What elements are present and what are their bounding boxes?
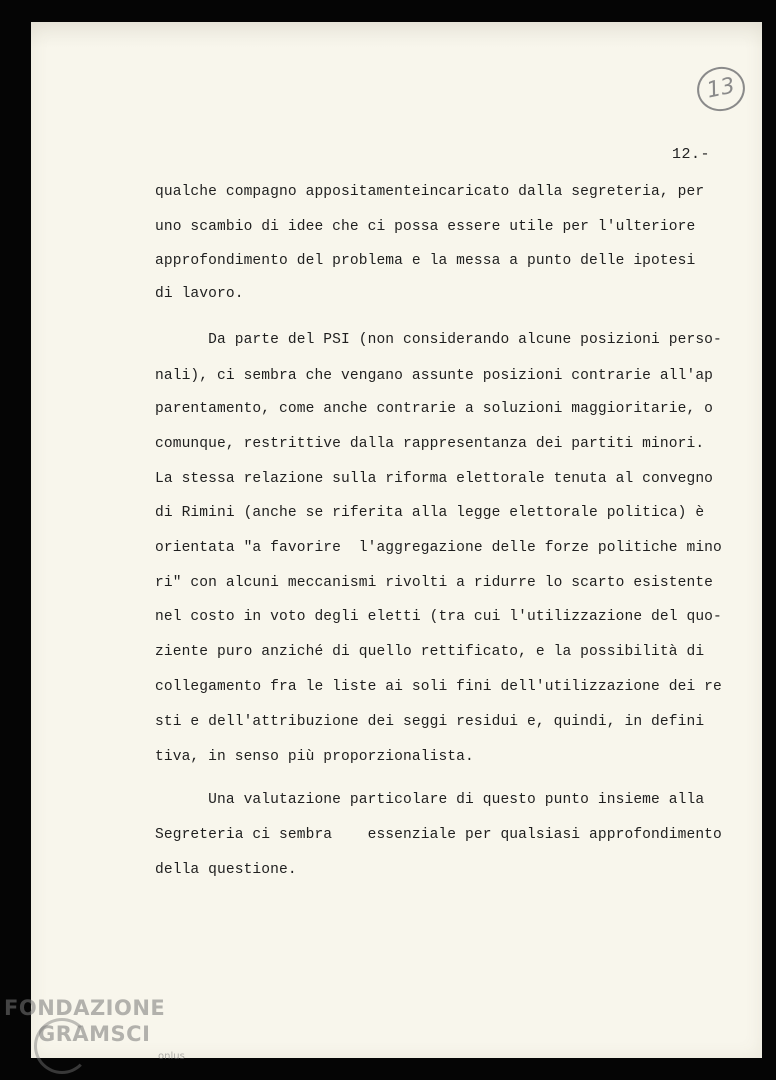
text-line: della questione. [155, 862, 297, 878]
text-line: tiva, in senso più proporzionalista. [155, 749, 474, 765]
text-line: nel costo in voto degli eletti (tra cui l'utilizzazione del quo- [155, 609, 722, 625]
text-line: ziente puro anziché di quello rettificato, e la possibilità di [155, 644, 705, 660]
archive-number-stamp: 13 [693, 62, 749, 115]
fondazione-gramsci-watermark [4, 996, 194, 1076]
text-line: Una valutazione particolare di questo punto insieme alla [155, 792, 705, 808]
text-line: Segreteria ci sembra essenziale per qualsiasi approfondimento [155, 827, 722, 843]
text-line: sti e dell'attribuzione dei seggi residui e, quindi, in defini [155, 714, 705, 730]
paper-sheet [31, 22, 762, 1058]
text-line: approfondimento del problema e la messa a punto delle ipotesi [155, 253, 696, 269]
text-line: collegamento fra le liste ai soli fini dell'utilizzazione dei re [155, 679, 722, 695]
watermark-line3: onlus [158, 1051, 185, 1062]
text-line: parentamento, come anche contrarie a soluzioni maggioritarie, o [155, 401, 714, 417]
watermark-line1: FONDAZIONE [4, 996, 166, 1020]
text-line: di lavoro. [155, 286, 244, 302]
text-line: nali), ci sembra che vengano assunte posizioni contrarie all'ap [155, 368, 714, 384]
text-line: di Rimini (anche se riferita alla legge elettorale politica) è [155, 505, 705, 521]
paper-edge-shadow [31, 22, 762, 48]
text-line: uno scambio di idee che ci possa essere utile per l'ulteriore [155, 219, 696, 235]
watermark-line2: GRAMSCI [38, 1022, 151, 1046]
text-line: comunque, restrittive dalla rappresentanza dei partiti minori. [155, 436, 705, 452]
page-number: 12.- [672, 146, 711, 163]
text-line: La stessa relazione sulla riforma elettorale tenuta al convegno [155, 471, 714, 487]
text-line: ri" con alcuni meccanismi rivolti a ridurre lo scarto esistente [155, 575, 714, 591]
text-line: Da parte del PSI (non considerando alcune posizioni perso- [155, 332, 722, 348]
text-line: qualche compagno appositamenteincaricato dalla segreteria, per [155, 184, 705, 200]
text-line: orientata "a favorire l'aggregazione delle forze politiche mino [155, 540, 722, 556]
